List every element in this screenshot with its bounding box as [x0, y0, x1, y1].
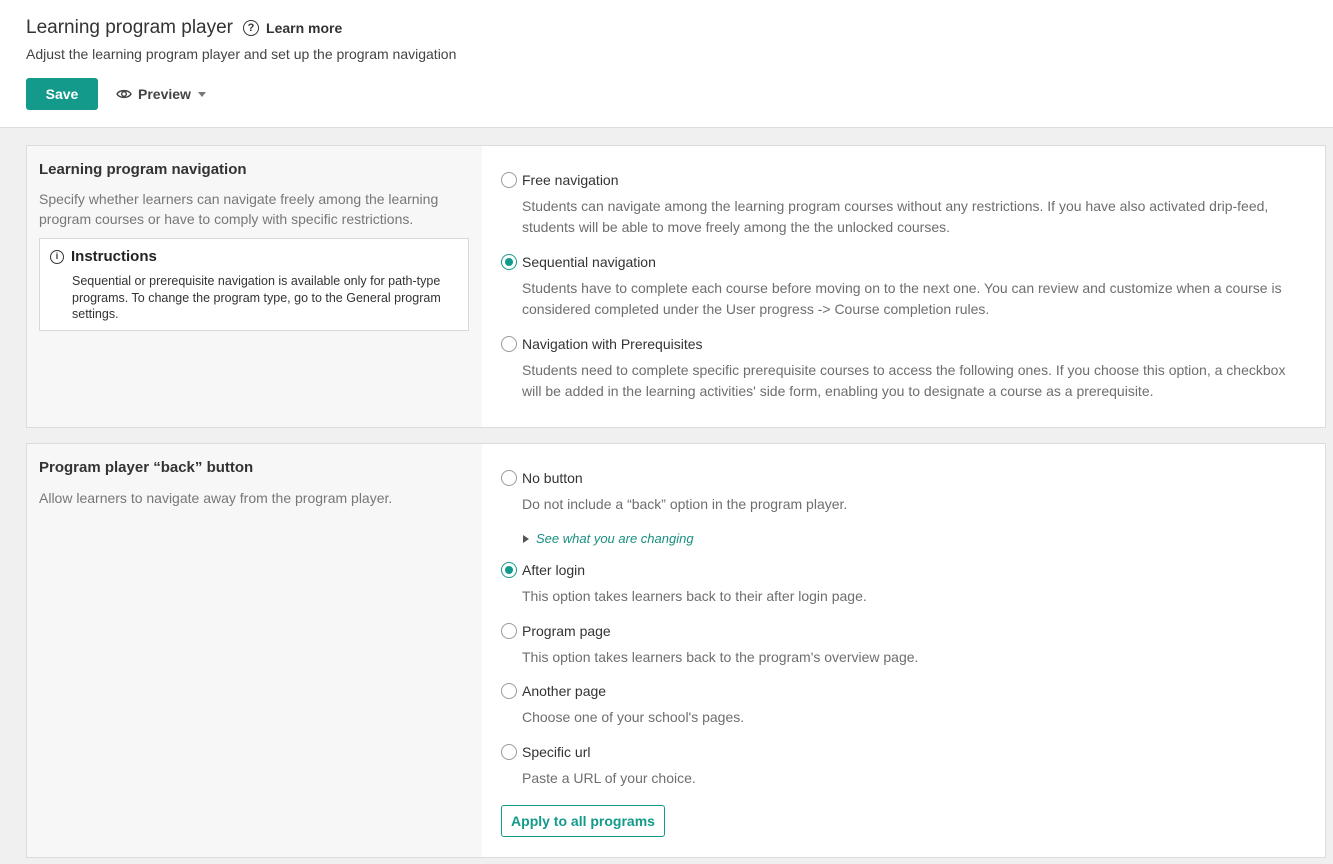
learn-more-link[interactable]: Learn more	[266, 20, 343, 36]
radio-free-navigation[interactable]	[501, 172, 1291, 188]
instructions-box	[39, 238, 469, 331]
option-label: Navigation with Prerequisites	[522, 336, 703, 352]
info-icon: i	[50, 250, 64, 264]
preview-label: Preview	[138, 86, 191, 102]
back-button-section	[26, 443, 1326, 858]
option-description: Students can navigate among the learning program courses without any restrictions. If you have also activated drip-feed, students will be able to move freely among the the unlocked courses.	[522, 198, 1269, 235]
radio-button[interactable]	[501, 336, 517, 352]
option-description: This option takes learners back to their after login page.	[522, 588, 867, 604]
option-specific-url	[501, 744, 1291, 789]
option-description: Students need to complete specific prerequisite courses to access the following ones. If you choose this option, a checkbox will be added in the learning activities' side form, enabling you to designate a course as a prerequisite.	[522, 362, 1286, 399]
page-title: Learning program player	[26, 17, 234, 38]
option-description: Choose one of your school's pages.	[522, 709, 745, 725]
instructions-header	[50, 248, 157, 265]
save-button[interactable]: Save	[26, 78, 98, 110]
option-label: Sequential navigation	[522, 254, 656, 270]
section-description: Allow learners to navigate away from the program player.	[39, 490, 393, 506]
see-changes-toggle[interactable]	[523, 531, 694, 546]
option-label: Program page	[522, 623, 611, 639]
option-label: After login	[522, 562, 586, 578]
option-no-button	[501, 470, 1291, 515]
radio-sequential-navigation[interactable]	[501, 254, 1291, 270]
radio-button[interactable]	[501, 623, 517, 639]
radio-no-button[interactable]	[501, 470, 1291, 486]
option-description: Do not include a “back” option in the program player.	[522, 496, 848, 512]
triangle-right-icon	[523, 535, 529, 543]
title-row	[26, 17, 342, 39]
section-title: Learning program navigation	[39, 161, 247, 178]
apply-to-all-programs-button[interactable]: Apply to all programs	[501, 805, 665, 837]
instructions-title: Instructions	[71, 248, 157, 265]
navigation-section	[26, 145, 1326, 428]
instructions-text: Sequential or prerequisite navigation is available only for path-type programs. To change the program type, go to the General program settings.	[72, 274, 441, 321]
help-icon[interactable]: ?	[243, 20, 259, 36]
option-after-login	[501, 562, 1291, 607]
option-free-navigation	[501, 172, 1291, 238]
radio-button-selected[interactable]	[501, 562, 517, 578]
radio-button[interactable]	[501, 744, 517, 760]
back-button-section-info	[27, 444, 482, 857]
preview-dropdown[interactable]	[116, 86, 206, 102]
toolbar	[26, 78, 206, 110]
option-label: Specific url	[522, 744, 591, 760]
caret-down-icon	[198, 92, 206, 97]
section-title: Program player “back” button	[39, 459, 254, 476]
option-prerequisites-navigation	[501, 336, 1291, 402]
radio-prerequisites-navigation[interactable]	[501, 336, 1291, 352]
section-description: Specify whether learners can navigate freely among the learning program courses or have to comply with specific restrictions.	[39, 191, 439, 227]
radio-specific-url[interactable]	[501, 744, 1291, 760]
option-label: No button	[522, 470, 583, 486]
radio-button[interactable]	[501, 683, 517, 699]
radio-button[interactable]	[501, 470, 517, 486]
option-description: Paste a URL of your choice.	[522, 770, 696, 786]
radio-button-selected[interactable]	[501, 254, 517, 270]
radio-after-login[interactable]	[501, 562, 1291, 578]
eye-icon	[116, 86, 132, 102]
page-header	[0, 0, 1333, 128]
see-changes-label: See what you are changing	[536, 531, 694, 546]
option-sequential-navigation	[501, 254, 1291, 320]
option-label: Another page	[522, 683, 607, 699]
navigation-section-info	[27, 146, 482, 427]
option-another-page	[501, 683, 1291, 728]
option-description: Students have to complete each course before moving on to the next one. You can review and customize when a course is considered completed under the User progress -> Course completion rules.	[522, 280, 1282, 317]
page-subtitle: Adjust the learning program player and set up the program navigation	[26, 46, 457, 62]
radio-another-page[interactable]	[501, 683, 1291, 699]
radio-button[interactable]	[501, 172, 517, 188]
option-description: This option takes learners back to the program's overview page.	[522, 649, 919, 665]
radio-program-page[interactable]	[501, 623, 1291, 639]
option-program-page	[501, 623, 1291, 668]
option-label: Free navigation	[522, 172, 619, 188]
